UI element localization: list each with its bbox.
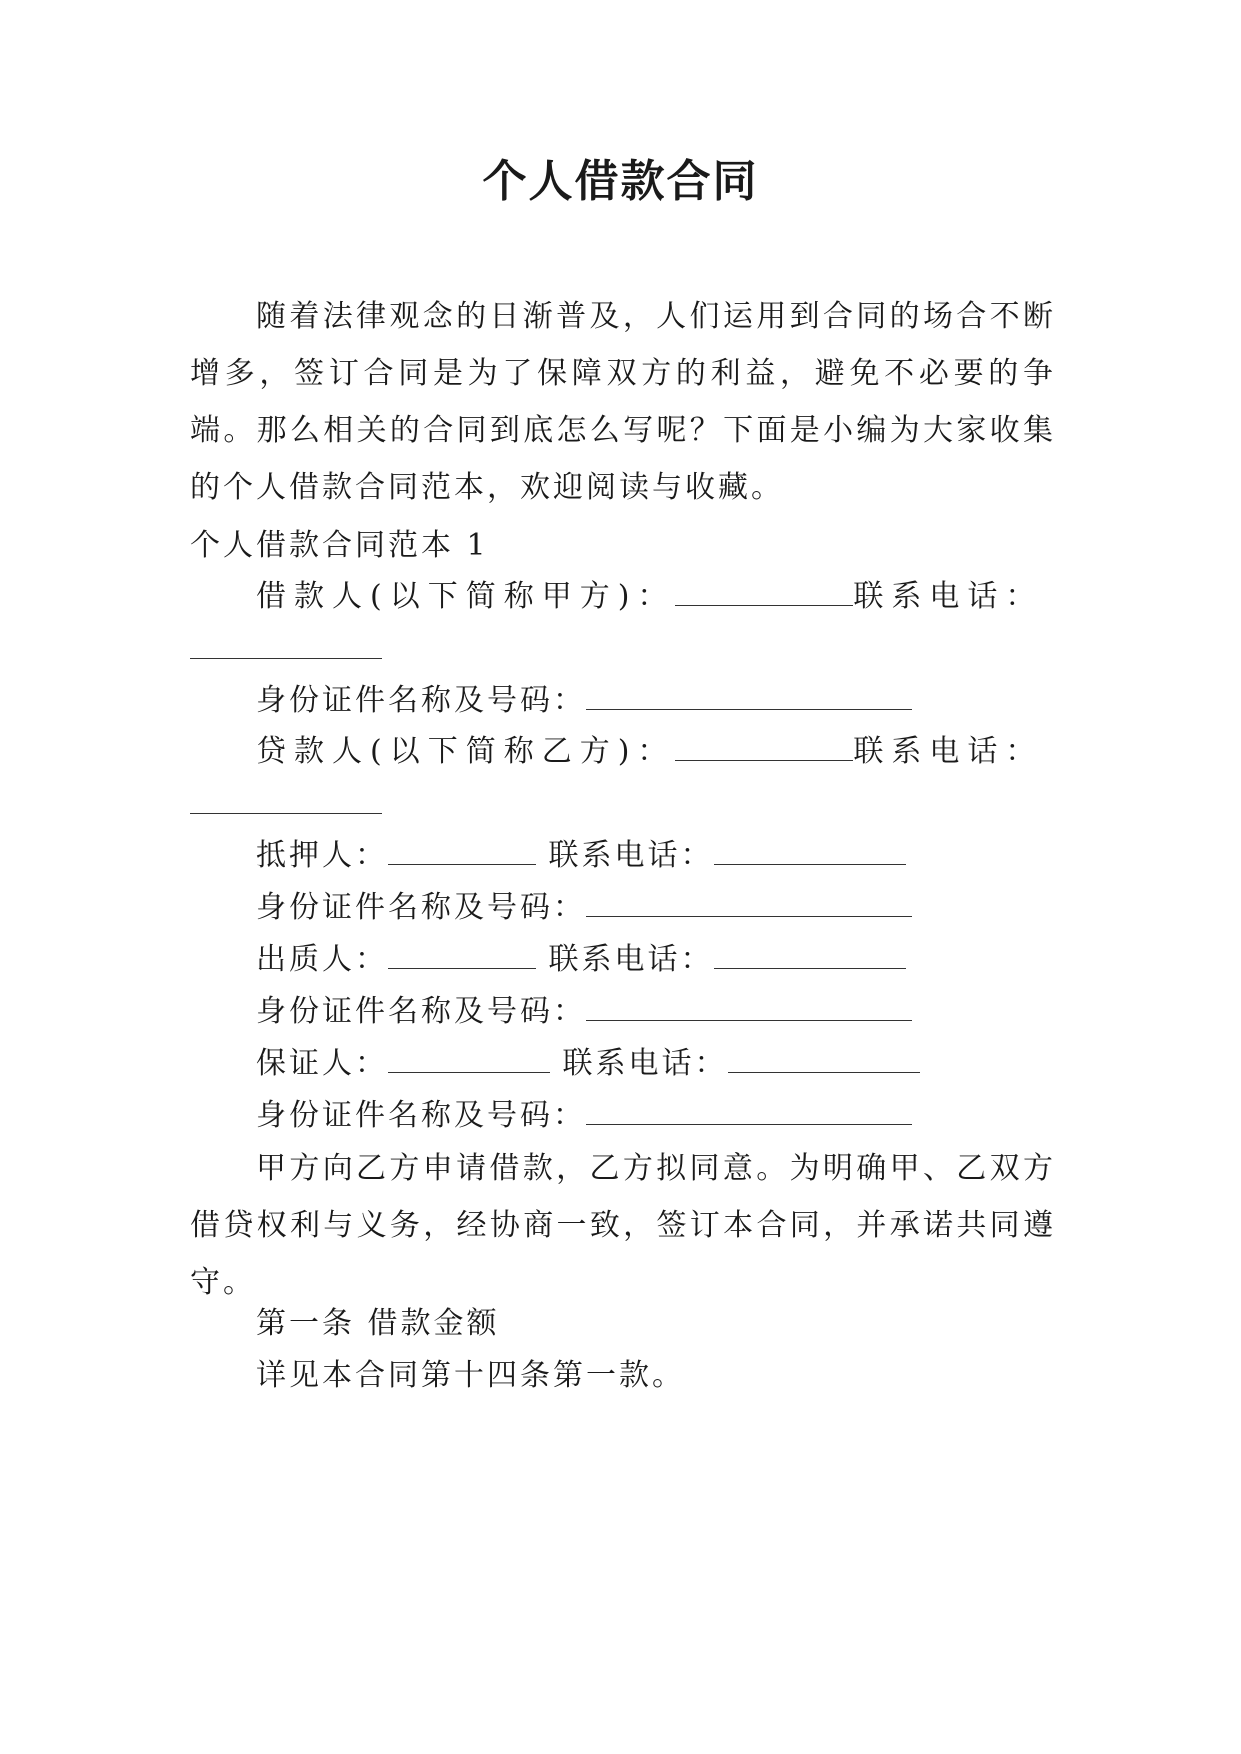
guarantor-id-label: 身份证件名称及号码： (256, 1098, 586, 1133)
lender-line (256, 732, 1056, 772)
borrower-phone-line (190, 630, 1056, 670)
mortgagor-phone-blank[interactable] (714, 838, 906, 865)
borrower-name-blank[interactable] (675, 579, 853, 606)
guarantor-id-line (256, 1096, 1056, 1136)
mortgagor-name-blank[interactable] (388, 838, 536, 865)
lender-name-blank[interactable] (675, 734, 853, 761)
guarantor-id-blank[interactable] (586, 1098, 912, 1125)
lender-phone-label: 联系电话： (853, 734, 1044, 769)
borrower-phone-blank[interactable] (190, 632, 382, 659)
pledgor-name-blank[interactable] (388, 942, 536, 969)
pledgor-phone-label: 联系电话： (548, 942, 714, 977)
guarantor-label: 保证人： (256, 1046, 388, 1081)
borrower-line (256, 577, 1056, 617)
pledgor-phone-blank[interactable] (714, 942, 906, 969)
mortgagor-id-blank[interactable] (586, 890, 912, 917)
pledgor-id-label: 身份证件名称及号码： (256, 994, 586, 1029)
mortgagor-phone-label: 联系电话： (548, 838, 714, 873)
intro-paragraph: 随着法律观念的日渐普及，人们运用到合同的场合不断增多，签订合同是为了保障双方的利益，避免不必要的争端。那么相关的合同到底怎么写呢？下面是小编为大家收集的个人借款合同范本，欢迎阅读与收藏。 (190, 299, 1056, 505)
lender-label: 贷款人(以下简称乙方)： (256, 734, 676, 769)
pledgor-id-blank[interactable] (586, 994, 912, 1021)
article1-text: 详见本合同第十四条第一款。 (256, 1358, 685, 1393)
agreement-paragraph: 甲方向乙方申请借款，乙方拟同意。为明确甲、乙双方借贷权利与义务，经协商一致，签订本合同，并承诺共同遵守。 (190, 1151, 1056, 1300)
borrower-id-label: 身份证件名称及号码： (256, 683, 586, 718)
guarantor-line (256, 1044, 1056, 1084)
article1-heading: 第一条 借款金额 (256, 1306, 500, 1341)
borrower-id-blank[interactable] (586, 683, 912, 710)
lender-phone-blank[interactable] (190, 787, 382, 814)
pledgor-id-line (256, 992, 1056, 1032)
mortgagor-id-line (256, 888, 1056, 928)
lender-phone-line (190, 785, 1056, 825)
pledgor-label: 出质人： (256, 942, 388, 977)
mortgagor-id-label: 身份证件名称及号码： (256, 890, 586, 925)
guarantor-phone-label: 联系电话： (562, 1046, 728, 1081)
borrower-phone-label: 联系电话： (853, 579, 1044, 614)
document-title: 个人借款合同 (482, 156, 759, 207)
mortgagor-label: 抵押人： (256, 838, 388, 873)
sample-heading: 个人借款合同范本 1 (190, 528, 489, 563)
mortgagor-line (256, 836, 1056, 876)
guarantor-phone-blank[interactable] (728, 1046, 920, 1073)
borrower-id-line (256, 681, 1056, 721)
borrower-label: 借款人(以下简称甲方)： (256, 579, 676, 614)
pledgor-line (256, 940, 1056, 980)
guarantor-name-blank[interactable] (388, 1046, 550, 1073)
